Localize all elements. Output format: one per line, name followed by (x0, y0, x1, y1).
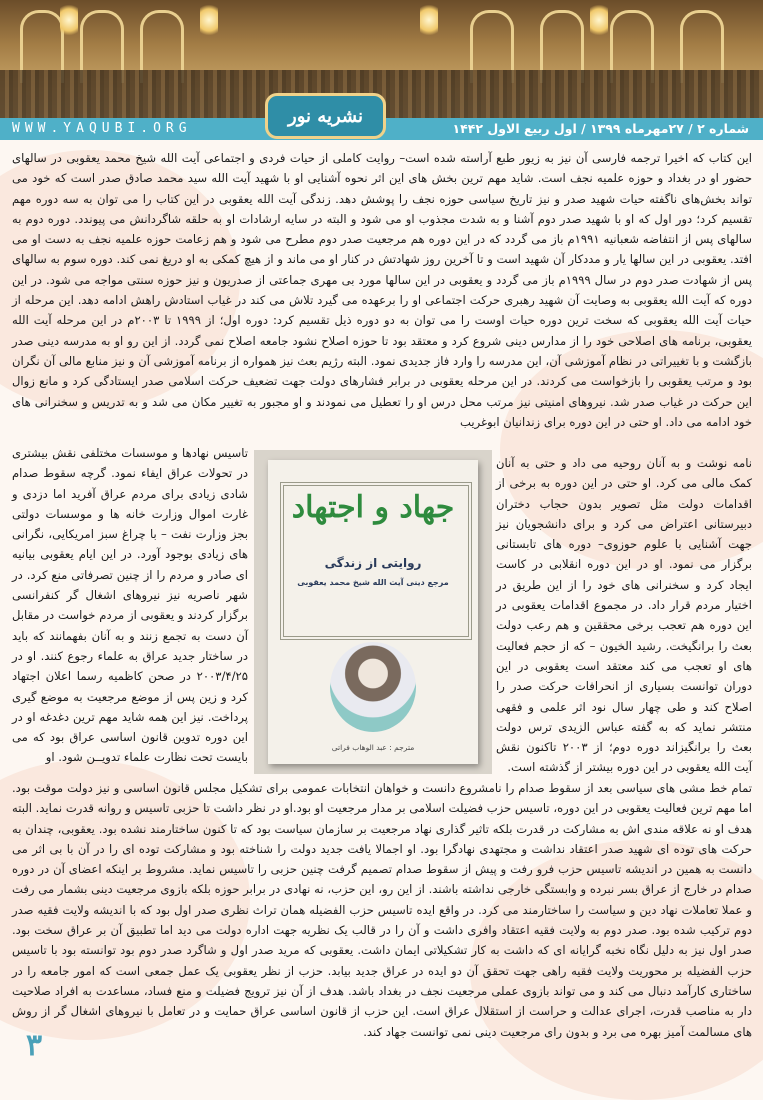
page-number: ۳ (26, 1028, 43, 1063)
book-author-line: مرجع دینی آیت الله شیخ محمد یعقوبی (297, 578, 449, 587)
article-intro-paragraph: این کتاب که اخیرا ترجمه فارسی آن نیز به زیور طبع آراسته شده است– روایت کاملی از حیات فردی و اجتماعی آیت الله شیخ محمد یعقوبی در سالهای حضور او در بغداد و حوزه علمیه نجف است. شاید مهم ترین بخش های این اثر نحوه آشنایی او با شهید آیت الله سید محمد صادق صدر است که خود می تواند بخش‌های ناگفته حیات شهید صدر و نیز تاریخ سیاسی حوزه نجف را پوشش دهد. زندگی آیت الله یعقوبی در این کتاب را می توان به سه دوره مهم تقسیم کرد؛ دور اول که او با شهید صدر دوم آشنا و به شدت مجذوب او می شود و البته در سایه ارشادات او به حلقه شاگردانش می پیوندد. دوره دوم به سالهای پس از انتفاضه شعبانیه ۱۹۹۱م باز می گردد که در این دوره هم مرجعیت صدر دوم مطرح می شود و هم زعامت حوزه علمیه نجف به دست او می افتد. یعقوبی در این سالها یار و مددکار آن شهید است و تا آخرین روز شهادتش در کنار او می ماند و از هیچ کمکی به او دریغ نمی کند. دوره سوم به سالهای پس از شهادت صدر دوم در سال ۱۹۹۹م باز می گردد و یعقوبی در این سالها مورد بی مهری جماعتی از صدریون و نیز حوزه سنتی مواجه می شود. در این دوره که آیت الله یعقوبی به وصایت آن شهید رهبری حرکت اجتماعی او را برعهده می گیرد تلاش می کند در غیاب استادش راهش ادامه دهد. این مرحله از حیات آیت الله یعقوبی که سخت ترین دوره حیات اوست را می توان به دو دوره ذیل تقسیم کرد: دوره اول؛ از ۱۹۹۹ تا ۲۰۰۳م در این مرحله آیت الله یعقوبی، برنامه های اصلاحی خود را از مدارس دینی شروع کرد و معتقد بود تا حوزه اصلاح نشود جامعه اصلاح نمی گردد. از این رو او به مدرسه دینی صدر بازگشت و با تغییراتی در نظام آموزشی آن، این مدرسه را وارد فاز جدیدی نمود. البته رژیم بعث نیز همواره از برنامه آموزشی آن و نیز منابع مالی آن نگران بود و مرتب یعقوبی را بازخواست می کردند. در این مرحله یعقوبی در برابر فشارهای دولت جهت تضعیف حرکت اسلامی صدر ایستادگی کرد و مانع زوال این حرکت در غیاب صدر شد. نیروهای امنیتی نیز مرتب محل درس او را تعطیل می نمودند و او مجبور به تغییر مکان می شد و به تدریس و سخنرانی های خود ادامه می داد. او حتی در این دوره برای زندانیان ابوغریب (12, 151, 752, 429)
magazine-logo (265, 93, 386, 139)
book-translator: مترجم : عبد الوهاب فراتی (331, 743, 415, 752)
website-url[interactable]: WWW.YAQUBI.ORG (12, 121, 192, 136)
book-cover (268, 460, 478, 764)
logo-text: نشریه نور (288, 105, 363, 127)
article-right-column: نامه نوشت و به آنان روحیه می داد و حتی به آنان کمک مالی می کرد. او حتی در این دوره به برخی از اقدامات دولت مثل تصویر بدون حجاب دختران دبیرستانی اعتراض می کرد و برای دانشجویان نیز جهت آشنایی با علوم حوزوی– دوره های تابستانی برگزار می نمود. او در این دوره انقلابی در کاست ایجاد کرد و سخنرانی های خود را از این طریق در اختیار مردم قرار داد. در مجموع اقدامات یعقوبی در این دوره هم تعجب برخی محققین و هم رعب دولت بعث را برانگیخت. رشید الخیون – که از حجم فعالیت های او تعجب می کند معتقد است یعقوبی در این دوران توانست بسیاری از انحرافات حرکت صدر را اصلاح کند و طی چهار سال نود اثر علمی و فقهی منتشر نماید که به گفته عباس الزیدی ترس دولت بعث را برانگیزاند دوره دوم؛ از ۲۰۰۳ تاکنون نقش آیت الله یعقوبی در این دوره بیشتر از گذشته است. (496, 456, 752, 775)
book-title: جهاد و اجتهاد (291, 490, 455, 525)
book-cover-photo (254, 450, 492, 774)
book-subtitle: روایتی از زندگی (324, 556, 422, 570)
issue-info: شماره ۲ / ۲۷مهرماه ۱۳۹۹ / اول ربیع الاول ۱۴۴۲ (452, 121, 749, 136)
author-portrait (330, 642, 416, 732)
article-left-column: تاسیس نهادها و موسسات مختلفی نقش بیشتری در تحولات عراق ایفاء نمود. گرچه سقوط صدام شادی زیادی برای مردم عراق آفرید اما دزدی و غارت اموال وزارت خانه ها و موسسات دولتی بجز وزارت نفت – با چراغ سبز امریکایی، نگرانی های زیادی بوجود آورد. در این ایام یعقوبی بیانیه ای صادر و مردم را از چنین تصرفاتی منع کرد. در شهر ناصریه نیز نیروهای اشغال گر کنفرانسی برگزار کردند و یعقوبی از مردم خواست در مقابل آن دست به تجمع زنند و به آنان بفهمانند که باید در ساختار جدید عراق به علماء رجوع کنند. او در ۲۰۰۳/۴/۲۵ در صحن کاظمیه رسما اعلان اجتهاد کرد و زین پس از موضع مرجعیت به موضع گیری پرداخت. نیز این همه شاید مهم ترین دغدغه او در این دوره تدوین قانون اساسی عراق بود که می بایست تحت نظارت علماء تدویــن شود. او (12, 446, 248, 765)
article-ending-paragraph: تمام خط مشی های سیاسی بعد از سقوط صدام را نامشروع دانست و خواهان انتخابات عمومی برای تشکیل مجلس قانون اساسی و نیز دولت موقت بود. اما مهم ترین فعالیت یعقوبی در این دوره، تاسیس حزب فضیلت اسلامی بر مدار مرجعیت او بود.او در نظر داشت تا حزبی تاسیس و روانه قدرت نماید. البته هدف او نه علاقه مندی اش به مشارکت در قدرت بلکه تاثیر گذاری نهاد مرجعیت بر سازمان سیاست بود که تا کنون ساختارمند نشده بود. یعقوبی، چندان به حرکت های توده ای شهید صدر اعتقاد نداشت و مجتهدی نهادگرا بود. او اجمالا یافت جدید دولت را شناخته بود و مشارکت توده ای را در آن با بی اثر می دانست به همین در اندیشه تاسیس حزب فرو رفت و پیش از سقوط صدام تصمیم گرفت چنین حزبی را تاسیس نماید. مشروط بر اینکه اعضای آن در دوره صدام در خارج از عراق بسر نبرده و وابستگی خارجی نداشته باشند. از این رو، این حزب، نه نهادی در برابر حوزه بلکه بازوی مرجعیت دینی بشمار می رفت و عملا تعاملات نهاد دین و سیاست را ساختارمند می کرد. در واقع ایده تاسیس حزب الفضیله همان تراث نظری صدر اول بود که با اندیشه ولایت فقیه صدر دوم ترکیب شده بود. صدر دوم به ولایت فقیه اعتقاد وافری داشت و آن را در قالب یک نظریه جهت اداره دولت می دید اما تطبیق آن بر عراق سخت بود. صدر اول نیز به دلیل نگاه نخبه گرایانه ای که داشت به کار تشکیلاتی ایمان داشت. یعقوبی که مرید صدر اول و شاگرد صدر دوم بود توانسته بود با تاسیس حزب الفضیله بر محوریت ولایت فقیه راهی جهت تحقق آن دو ایده در عراق جدید بیابد. حزب از نظر یعقوبی یک عمل جمعی است که امور جامعه را در ساختاری کارآمد دنبال می کند و می تواند بازوی عملی مرجعیت نجف در بغداد باشد. هدف از آن نیز ترویج فضیلت و منع فساد، مساعدت به افراد صلاحیت دار به مناصب قدرت، اجرای عدالت و حراست از استقلال عراق است. این حزب از قانون اساسی عراق حمایت و در تعامل با نیروهای اشغال گر از روش های مسالمت آمیز بهره می برد و بدون رای مرجعیت دینی نمی توانست جهاد کند. (12, 781, 752, 1039)
